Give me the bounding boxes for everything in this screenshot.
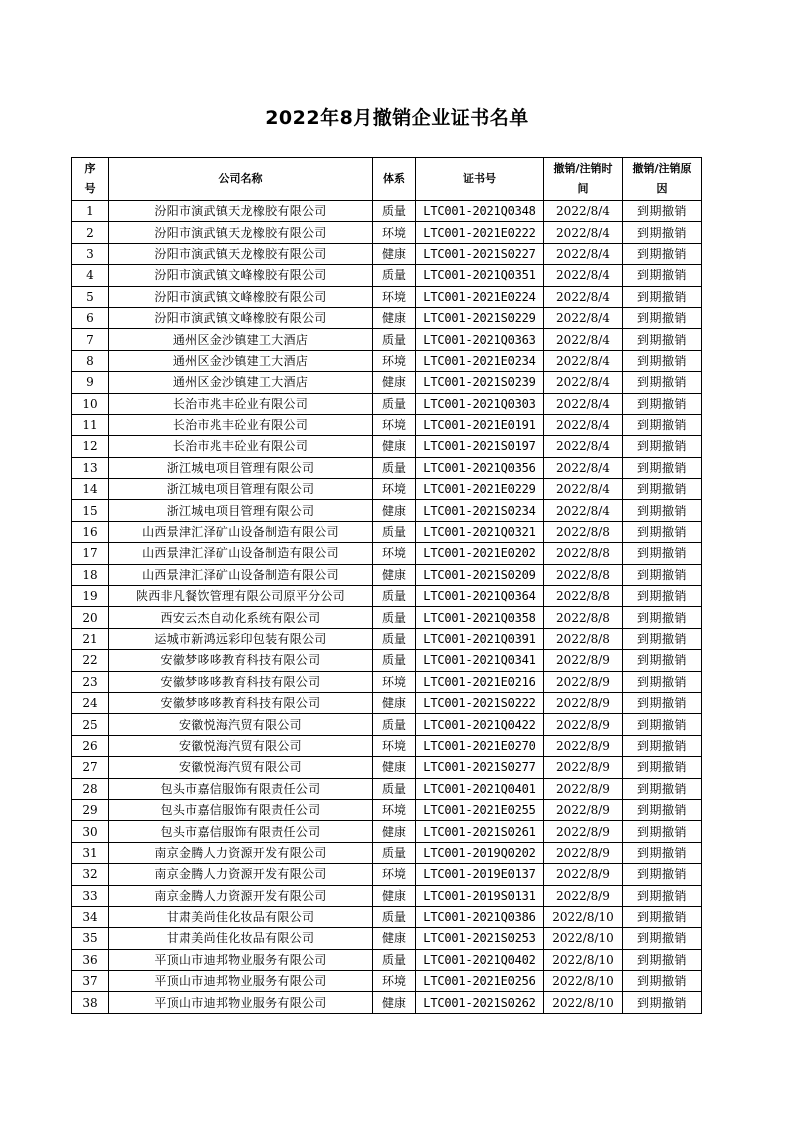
cell-cert: LTC001-2021S0261	[416, 821, 544, 842]
cell-company: 甘肃美尚佳化妆品有限公司	[109, 906, 373, 927]
cell-date: 2022/8/9	[544, 650, 623, 671]
cell-date: 2022/8/4	[544, 372, 623, 393]
cell-reason: 到期撤销	[623, 286, 702, 307]
cell-no: 6	[72, 307, 109, 328]
cell-cert: LTC001-2021E0234	[416, 350, 544, 371]
table-row	[72, 735, 702, 756]
cell-reason: 到期撤销	[623, 735, 702, 756]
cell-system: 健康	[373, 992, 416, 1013]
cell-cert: LTC001-2021Q0351	[416, 265, 544, 286]
cell-no: 33	[72, 885, 109, 906]
header-cert: 证书号	[416, 158, 544, 201]
cell-date: 2022/8/9	[544, 885, 623, 906]
table-row	[72, 692, 702, 713]
table-row	[72, 821, 702, 842]
cell-date: 2022/8/10	[544, 928, 623, 949]
cell-reason: 到期撤销	[623, 928, 702, 949]
cell-reason: 到期撤销	[623, 436, 702, 457]
cell-reason: 到期撤销	[623, 372, 702, 393]
cell-company: 安徽梦哆哆教育科技有限公司	[109, 671, 373, 692]
table-row	[72, 543, 702, 564]
cell-no: 24	[72, 692, 109, 713]
cell-no: 3	[72, 243, 109, 264]
cell-company: 南京金腾人力资源开发有限公司	[109, 842, 373, 863]
cell-no: 5	[72, 286, 109, 307]
table-row	[72, 607, 702, 628]
cell-date: 2022/8/8	[544, 521, 623, 542]
cell-date: 2022/8/10	[544, 949, 623, 970]
cell-date: 2022/8/9	[544, 714, 623, 735]
cell-company: 汾阳市演武镇文峰橡胶有限公司	[109, 286, 373, 307]
cell-cert: LTC001-2021Q0401	[416, 778, 544, 799]
table-row	[72, 928, 702, 949]
cell-reason: 到期撤销	[623, 586, 702, 607]
cell-system: 健康	[373, 885, 416, 906]
cell-reason: 到期撤销	[623, 714, 702, 735]
cell-date: 2022/8/4	[544, 222, 623, 243]
cell-reason: 到期撤销	[623, 479, 702, 500]
cell-company: 通州区金沙镇建工大酒店	[109, 329, 373, 350]
cell-cert: LTC001-2021E0191	[416, 414, 544, 435]
cell-no: 22	[72, 650, 109, 671]
cell-cert: LTC001-2021S0227	[416, 243, 544, 264]
cell-cert: LTC001-2021E0222	[416, 222, 544, 243]
cell-system: 质量	[373, 457, 416, 478]
cell-system: 质量	[373, 628, 416, 649]
cell-cert: LTC001-2021S0197	[416, 436, 544, 457]
cell-reason: 到期撤销	[623, 307, 702, 328]
cell-reason: 到期撤销	[623, 457, 702, 478]
cell-date: 2022/8/8	[544, 628, 623, 649]
cell-reason: 到期撤销	[623, 778, 702, 799]
cell-company: 浙江城电项目管理有限公司	[109, 457, 373, 478]
table-row	[72, 757, 702, 778]
cell-company: 浙江城电项目管理有限公司	[109, 479, 373, 500]
cell-date: 2022/8/4	[544, 436, 623, 457]
cell-date: 2022/8/9	[544, 692, 623, 713]
cell-no: 27	[72, 757, 109, 778]
cell-reason: 到期撤销	[623, 885, 702, 906]
cell-date: 2022/8/4	[544, 500, 623, 521]
cell-company: 汾阳市演武镇文峰橡胶有限公司	[109, 307, 373, 328]
cell-date: 2022/8/4	[544, 350, 623, 371]
table-row	[72, 778, 702, 799]
cell-company: 西安云杰自动化系统有限公司	[109, 607, 373, 628]
cell-no: 17	[72, 543, 109, 564]
table-body	[72, 201, 702, 1014]
cell-date: 2022/8/9	[544, 864, 623, 885]
cell-no: 18	[72, 564, 109, 585]
cell-date: 2022/8/9	[544, 799, 623, 820]
cell-cert: LTC001-2019Q0202	[416, 842, 544, 863]
cell-no: 36	[72, 949, 109, 970]
table-row	[72, 243, 702, 264]
cell-company: 通州区金沙镇建工大酒店	[109, 372, 373, 393]
table-row	[72, 479, 702, 500]
cell-cert: LTC001-2021Q0391	[416, 628, 544, 649]
cell-system: 环境	[373, 735, 416, 756]
cell-date: 2022/8/9	[544, 757, 623, 778]
table-row	[72, 650, 702, 671]
cell-cert: LTC001-2021E0216	[416, 671, 544, 692]
cell-cert: LTC001-2021Q0364	[416, 586, 544, 607]
header-date: 撤销/注销时间	[544, 158, 623, 201]
cell-system: 环境	[373, 414, 416, 435]
cell-no: 14	[72, 479, 109, 500]
cell-no: 9	[72, 372, 109, 393]
cell-company: 南京金腾人力资源开发有限公司	[109, 885, 373, 906]
cell-reason: 到期撤销	[623, 243, 702, 264]
table-row	[72, 949, 702, 970]
cell-no: 28	[72, 778, 109, 799]
revocation-table	[71, 157, 702, 1014]
cell-cert: LTC001-2021E0256	[416, 971, 544, 992]
cell-system: 质量	[373, 650, 416, 671]
cell-company: 包头市嘉信服饰有限责任公司	[109, 778, 373, 799]
table-row	[72, 864, 702, 885]
table-header	[72, 158, 702, 201]
table-row	[72, 329, 702, 350]
cell-reason: 到期撤销	[623, 650, 702, 671]
cell-system: 质量	[373, 906, 416, 927]
cell-system: 健康	[373, 436, 416, 457]
cell-cert: LTC001-2021E0229	[416, 479, 544, 500]
cell-cert: LTC001-2021S0234	[416, 500, 544, 521]
cell-company: 汾阳市演武镇天龙橡胶有限公司	[109, 201, 373, 222]
cell-company: 山西景津汇泽矿山设备制造有限公司	[109, 543, 373, 564]
table-row	[72, 714, 702, 735]
cell-no: 7	[72, 329, 109, 350]
table-row	[72, 414, 702, 435]
cell-company: 陕西非凡餐饮管理有限公司原平分公司	[109, 586, 373, 607]
cell-cert: LTC001-2019E0137	[416, 864, 544, 885]
cell-reason: 到期撤销	[623, 628, 702, 649]
cell-no: 31	[72, 842, 109, 863]
cell-system: 质量	[373, 778, 416, 799]
cell-company: 长治市兆丰砼业有限公司	[109, 436, 373, 457]
cell-no: 10	[72, 393, 109, 414]
cell-reason: 到期撤销	[623, 949, 702, 970]
cell-date: 2022/8/8	[544, 543, 623, 564]
cell-system: 环境	[373, 971, 416, 992]
cell-reason: 到期撤销	[623, 864, 702, 885]
cell-date: 2022/8/9	[544, 735, 623, 756]
cell-company: 平顶山市迪邦物业服务有限公司	[109, 949, 373, 970]
table-row	[72, 265, 702, 286]
cell-company: 汾阳市演武镇文峰橡胶有限公司	[109, 265, 373, 286]
document-title: 2022年8月撤销企业证书名单	[265, 107, 529, 129]
cell-system: 环境	[373, 222, 416, 243]
cell-no: 21	[72, 628, 109, 649]
cell-cert: LTC001-2021Q0363	[416, 329, 544, 350]
cell-system: 环境	[373, 543, 416, 564]
cell-date: 2022/8/4	[544, 479, 623, 500]
cell-reason: 到期撤销	[623, 414, 702, 435]
cell-reason: 到期撤销	[623, 821, 702, 842]
cell-company: 包头市嘉信服饰有限责任公司	[109, 821, 373, 842]
table-row	[72, 586, 702, 607]
cell-company: 安徽悦海汽贸有限公司	[109, 714, 373, 735]
cell-reason: 到期撤销	[623, 692, 702, 713]
cell-system: 环境	[373, 350, 416, 371]
cell-no: 25	[72, 714, 109, 735]
cell-system: 质量	[373, 949, 416, 970]
cell-system: 健康	[373, 928, 416, 949]
cell-system: 环境	[373, 479, 416, 500]
cell-reason: 到期撤销	[623, 222, 702, 243]
cell-no: 8	[72, 350, 109, 371]
cell-reason: 到期撤销	[623, 543, 702, 564]
table-row	[72, 457, 702, 478]
cell-cert: LTC001-2021E0202	[416, 543, 544, 564]
table-row	[72, 992, 702, 1013]
table-row	[72, 628, 702, 649]
cell-company: 汾阳市演武镇天龙橡胶有限公司	[109, 243, 373, 264]
cell-no: 13	[72, 457, 109, 478]
cell-date: 2022/8/4	[544, 457, 623, 478]
cell-reason: 到期撤销	[623, 393, 702, 414]
cell-date: 2022/8/4	[544, 329, 623, 350]
cell-date: 2022/8/10	[544, 992, 623, 1013]
cell-system: 健康	[373, 564, 416, 585]
cell-cert: LTC001-2021S0277	[416, 757, 544, 778]
cell-company: 长治市兆丰砼业有限公司	[109, 393, 373, 414]
cell-system: 健康	[373, 307, 416, 328]
cell-system: 质量	[373, 714, 416, 735]
cell-no: 16	[72, 521, 109, 542]
cell-reason: 到期撤销	[623, 971, 702, 992]
cell-system: 质量	[373, 265, 416, 286]
cell-cert: LTC001-2021Q0358	[416, 607, 544, 628]
table-row	[72, 971, 702, 992]
cell-no: 38	[72, 992, 109, 1013]
cell-reason: 到期撤销	[623, 992, 702, 1013]
header-company: 公司名称	[109, 158, 373, 201]
cell-no: 32	[72, 864, 109, 885]
cell-no: 1	[72, 201, 109, 222]
cell-no: 12	[72, 436, 109, 457]
cell-system: 健康	[373, 757, 416, 778]
cell-system: 健康	[373, 372, 416, 393]
cell-no: 11	[72, 414, 109, 435]
cell-reason: 到期撤销	[623, 521, 702, 542]
cell-cert: LTC001-2021Q0422	[416, 714, 544, 735]
cell-date: 2022/8/8	[544, 586, 623, 607]
cell-cert: LTC001-2021S0262	[416, 992, 544, 1013]
cell-date: 2022/8/4	[544, 201, 623, 222]
table-row	[72, 842, 702, 863]
cell-cert: LTC001-2021Q0402	[416, 949, 544, 970]
cell-cert: LTC001-2021Q0341	[416, 650, 544, 671]
cell-reason: 到期撤销	[623, 500, 702, 521]
cell-company: 运城市新鸿远彩印包装有限公司	[109, 628, 373, 649]
cell-date: 2022/8/4	[544, 286, 623, 307]
cell-company: 甘肃美尚佳化妆品有限公司	[109, 928, 373, 949]
table-row	[72, 906, 702, 927]
cell-reason: 到期撤销	[623, 842, 702, 863]
cell-system: 质量	[373, 201, 416, 222]
table-row	[72, 564, 702, 585]
cell-company: 安徽梦哆哆教育科技有限公司	[109, 650, 373, 671]
cell-reason: 到期撤销	[623, 265, 702, 286]
cell-system: 健康	[373, 692, 416, 713]
cell-company: 汾阳市演武镇天龙橡胶有限公司	[109, 222, 373, 243]
cell-company: 安徽悦海汽贸有限公司	[109, 757, 373, 778]
cell-system: 环境	[373, 671, 416, 692]
cell-reason: 到期撤销	[623, 564, 702, 585]
cell-date: 2022/8/10	[544, 971, 623, 992]
cell-no: 37	[72, 971, 109, 992]
cell-date: 2022/8/4	[544, 393, 623, 414]
table-row	[72, 372, 702, 393]
cell-no: 19	[72, 586, 109, 607]
header-row	[72, 158, 702, 201]
table-row	[72, 799, 702, 820]
cell-system: 环境	[373, 864, 416, 885]
cell-system: 环境	[373, 286, 416, 307]
cell-company: 安徽悦海汽贸有限公司	[109, 735, 373, 756]
cell-cert: LTC001-2021Q0356	[416, 457, 544, 478]
cell-company: 山西景津汇泽矿山设备制造有限公司	[109, 564, 373, 585]
cell-date: 2022/8/9	[544, 778, 623, 799]
header-system: 体系	[373, 158, 416, 201]
cell-reason: 到期撤销	[623, 201, 702, 222]
cell-cert: LTC001-2021E0255	[416, 799, 544, 820]
cell-reason: 到期撤销	[623, 757, 702, 778]
cell-company: 山西景津汇泽矿山设备制造有限公司	[109, 521, 373, 542]
cell-no: 15	[72, 500, 109, 521]
cell-date: 2022/8/9	[544, 671, 623, 692]
cell-date: 2022/8/9	[544, 842, 623, 863]
cell-cert: LTC001-2021E0224	[416, 286, 544, 307]
cell-no: 30	[72, 821, 109, 842]
cell-no: 20	[72, 607, 109, 628]
table-row	[72, 201, 702, 222]
cell-system: 健康	[373, 500, 416, 521]
cell-cert: LTC001-2021E0270	[416, 735, 544, 756]
cell-no: 23	[72, 671, 109, 692]
cell-system: 质量	[373, 393, 416, 414]
cell-cert: LTC001-2019S0131	[416, 885, 544, 906]
cell-system: 环境	[373, 799, 416, 820]
cell-cert: LTC001-2021S0253	[416, 928, 544, 949]
cell-date: 2022/8/8	[544, 564, 623, 585]
cell-company: 浙江城电项目管理有限公司	[109, 500, 373, 521]
cell-date: 2022/8/4	[544, 265, 623, 286]
cell-company: 南京金腾人力资源开发有限公司	[109, 864, 373, 885]
cell-date: 2022/8/8	[544, 607, 623, 628]
cell-reason: 到期撤销	[623, 607, 702, 628]
table-row	[72, 885, 702, 906]
table-row	[72, 307, 702, 328]
cell-no: 35	[72, 928, 109, 949]
cell-company: 通州区金沙镇建工大酒店	[109, 350, 373, 371]
cell-reason: 到期撤销	[623, 350, 702, 371]
cell-system: 质量	[373, 329, 416, 350]
cell-company: 安徽梦哆哆教育科技有限公司	[109, 692, 373, 713]
cell-cert: LTC001-2021S0209	[416, 564, 544, 585]
table-row	[72, 286, 702, 307]
table-row	[72, 222, 702, 243]
cell-company: 包头市嘉信服饰有限责任公司	[109, 799, 373, 820]
table-row	[72, 500, 702, 521]
table-row	[72, 671, 702, 692]
cell-cert: LTC001-2021S0229	[416, 307, 544, 328]
cell-no: 26	[72, 735, 109, 756]
cell-date: 2022/8/4	[544, 307, 623, 328]
cell-company: 平顶山市迪邦物业服务有限公司	[109, 971, 373, 992]
table-row	[72, 521, 702, 542]
cell-reason: 到期撤销	[623, 906, 702, 927]
cell-company: 平顶山市迪邦物业服务有限公司	[109, 992, 373, 1013]
table-row	[72, 350, 702, 371]
cell-system: 质量	[373, 586, 416, 607]
cell-cert: LTC001-2021Q0386	[416, 906, 544, 927]
cell-reason: 到期撤销	[623, 671, 702, 692]
header-reason: 撤销/注销原因	[623, 158, 702, 201]
cell-system: 健康	[373, 821, 416, 842]
cell-cert: LTC001-2021S0239	[416, 372, 544, 393]
cell-no: 4	[72, 265, 109, 286]
cell-no: 2	[72, 222, 109, 243]
cell-reason: 到期撤销	[623, 799, 702, 820]
cell-date: 2022/8/4	[544, 243, 623, 264]
cell-date: 2022/8/4	[544, 414, 623, 435]
cell-date: 2022/8/10	[544, 906, 623, 927]
table-row	[72, 436, 702, 457]
cell-system: 质量	[373, 842, 416, 863]
cell-no: 29	[72, 799, 109, 820]
header-no: 序号	[72, 158, 109, 201]
cell-no: 34	[72, 906, 109, 927]
cell-cert: LTC001-2021Q0303	[416, 393, 544, 414]
cell-system: 健康	[373, 243, 416, 264]
cell-system: 质量	[373, 607, 416, 628]
cell-reason: 到期撤销	[623, 329, 702, 350]
table-row	[72, 393, 702, 414]
cell-date: 2022/8/9	[544, 821, 623, 842]
cell-system: 质量	[373, 521, 416, 542]
cell-cert: LTC001-2021Q0348	[416, 201, 544, 222]
cell-cert: LTC001-2021Q0321	[416, 521, 544, 542]
cell-cert: LTC001-2021S0222	[416, 692, 544, 713]
cell-company: 长治市兆丰砼业有限公司	[109, 414, 373, 435]
